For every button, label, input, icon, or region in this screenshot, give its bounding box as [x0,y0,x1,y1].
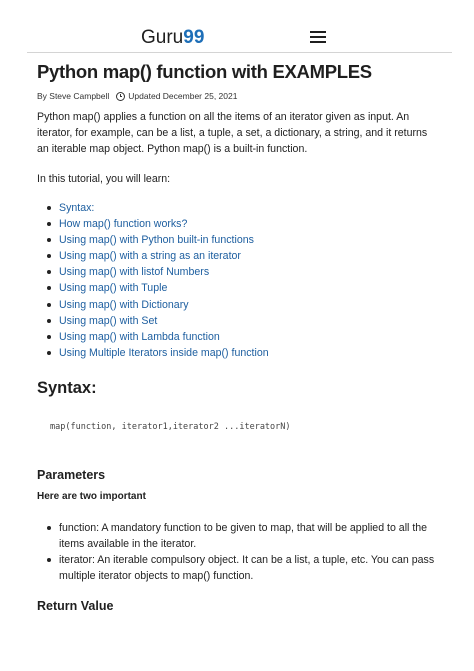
table-of-contents [59,200,269,361]
logo-text: Guru [141,27,184,48]
toc-link-string-iterator[interactable]: Using map() with a string as an iterator [59,250,241,263]
toc-item [59,264,269,280]
article-meta [37,90,237,102]
toc-link-tuple[interactable]: Using map() with Tuple [59,282,168,295]
toc-link-builtin-functions[interactable]: Using map() with Python built-in functions [59,234,254,247]
toc-item [59,345,269,361]
author-byline: By Steve Campbell [37,91,110,101]
toc-item [59,297,269,313]
header-divider [27,52,452,53]
parameters-heading: Parameters [37,468,106,482]
logo-number: 99 [183,27,205,48]
parameter-function: function: A mandatory function to be given to map, that will be applied to all the items available in the iterator. [59,520,439,552]
syntax-code-block: map(function, iterator1,iterator2 ...iteratorN) [50,422,291,432]
intro-paragraph: Python map() applies a function on all the items of an iterator given as input. An iterator, for example, can be a list, a tuple, a set, a dictionary, a string, and it returns an iterable map object. Python map() is a built-in function. [37,111,428,155]
return-value-heading: Return Value [37,599,114,613]
updated-date: Updated December 25, 2021 [128,91,238,101]
toc-item [59,200,269,216]
toc-item [59,248,269,264]
toc-link-set[interactable]: Using map() with Set [59,314,158,327]
learn-intro: In this tutorial, you will learn: [37,173,171,185]
toc-link-list-of-numbers[interactable]: Using map() with listof Numbers [59,266,210,279]
toc-link-how-map-works[interactable]: How map() function works? [59,218,188,231]
toc-item [59,232,269,248]
toc-item [59,280,269,296]
parameters-list [59,520,439,584]
toc-item [59,216,269,232]
toc-item [59,313,269,329]
hamburger-menu-icon[interactable] [310,30,326,44]
toc-item [59,329,269,345]
guru99-logo[interactable] [141,26,204,50]
parameters-subheading: Here are two important [37,491,146,502]
toc-link-dictionary[interactable]: Using map() with Dictionary [59,298,189,311]
site-header [0,0,474,53]
toc-link-lambda[interactable]: Using map() with Lambda function [59,330,220,343]
toc-link-multiple-iterators[interactable]: Using Multiple Iterators inside map() function [59,346,269,359]
page-title: Python map() function with EXAMPLES [37,61,372,82]
clock-icon [116,92,125,101]
syntax-heading: Syntax: [37,379,97,397]
toc-link-syntax[interactable]: Syntax: [59,202,95,214]
parameter-iterator: iterator: An iterable compulsory object. It can be a list, a tuple, etc. You can pass multiple iterator objects to map() function. [59,552,439,584]
